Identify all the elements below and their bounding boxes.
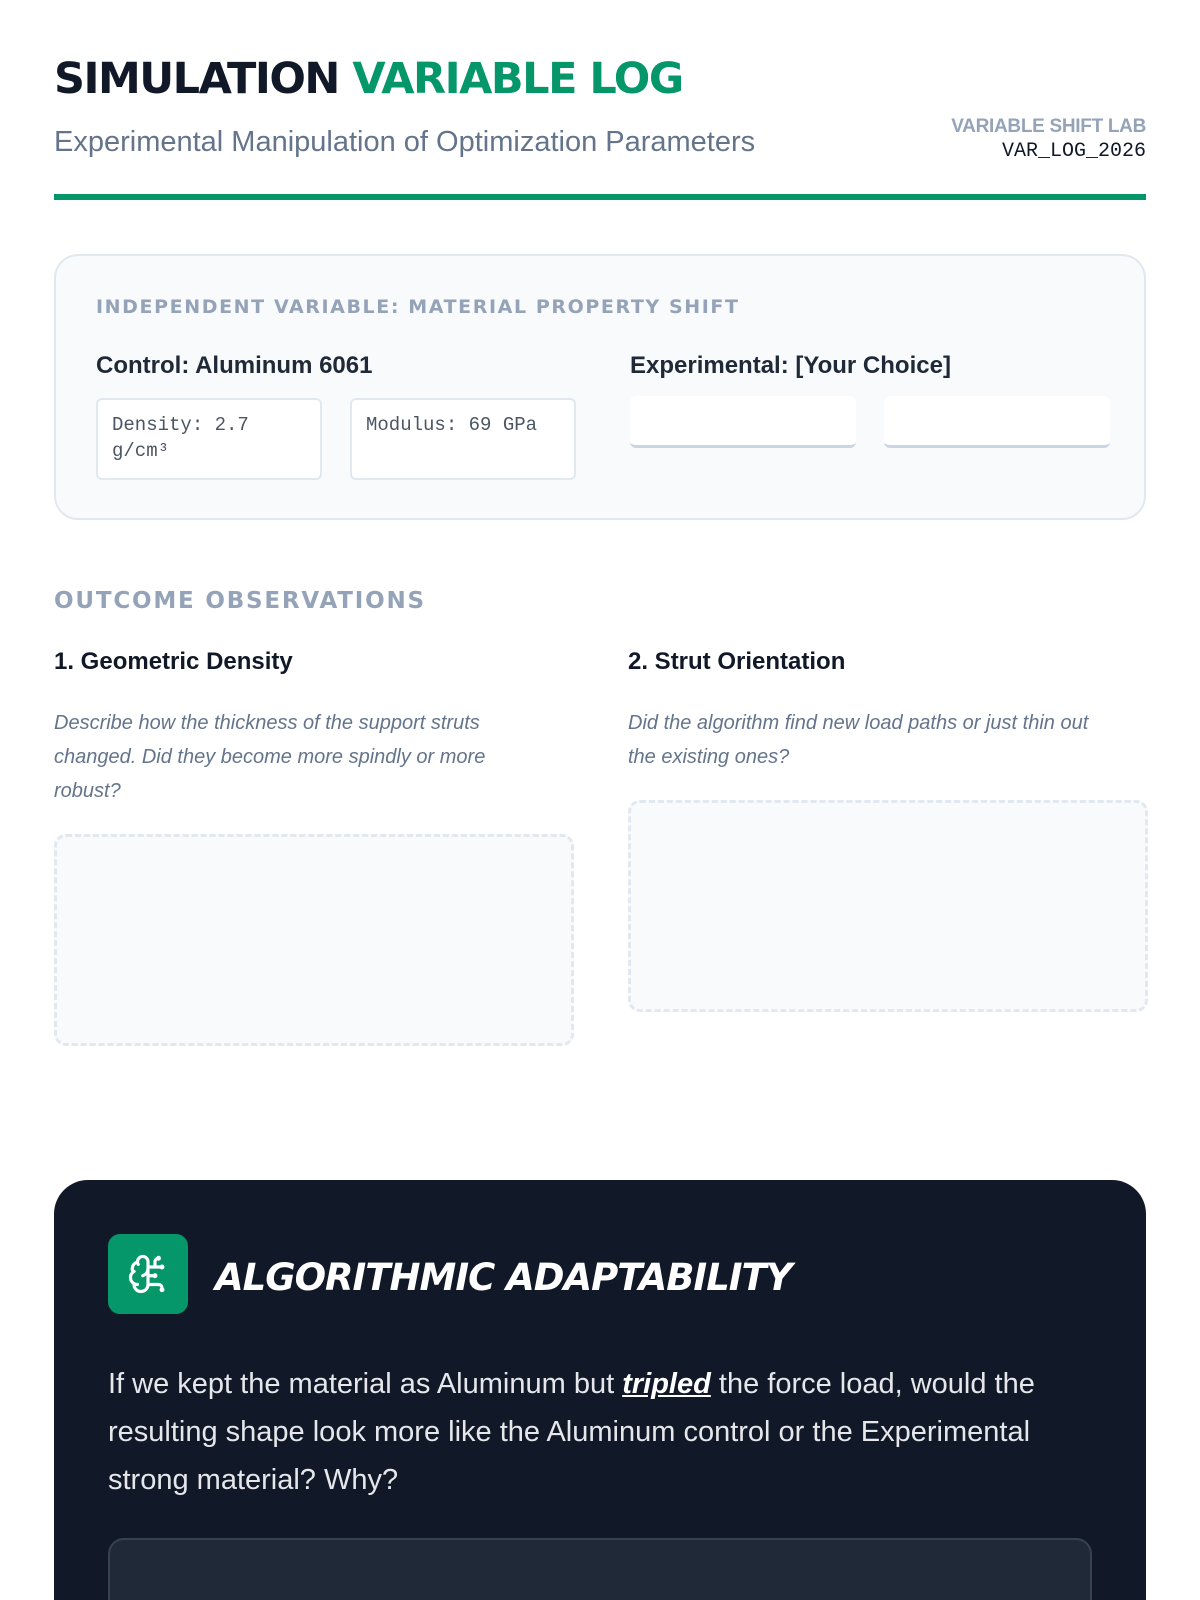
outcome-observations-label: OUTCOME OBSERVATIONS xyxy=(54,588,426,614)
control-density: Density: 2.7 g/cm³ xyxy=(96,398,322,480)
lab-meta xyxy=(951,116,1146,163)
question-title: 1. Geometric Density xyxy=(54,648,293,675)
strut-orientation-answer[interactable] xyxy=(628,800,1148,1012)
question-title: 2. Strut Orientation xyxy=(628,648,846,675)
experimental-density-input[interactable] xyxy=(630,396,856,448)
log-code: VAR_LOG_2026 xyxy=(1001,140,1146,163)
lab-name: VARIABLE SHIFT LAB xyxy=(951,116,1146,137)
independent-variable-label: INDEPENDENT VARIABLE: MATERIAL PROPERTY SHIFT xyxy=(96,296,740,318)
algorithmic-adaptability-prompt xyxy=(108,1360,1092,1504)
question-strut-orientation xyxy=(628,648,1148,774)
question-description: Did the algorithm find new load paths or just thin out the existing ones? xyxy=(628,712,1089,768)
prompt-text-end: the force load, would the resulting shape look more like the Aluminum control or the Experimental strong material? Why? xyxy=(108,1368,1035,1496)
prompt-emphasis: tripled xyxy=(622,1368,711,1400)
control-title: Control: Aluminum 6061 xyxy=(96,352,373,379)
independent-variable-panel xyxy=(54,254,1146,520)
algorithmic-adaptability-title: ALGORITHMIC ADAPTABILITY xyxy=(215,1256,792,1299)
page-title xyxy=(54,54,683,104)
page-header xyxy=(54,50,1146,200)
brain-circuit-icon xyxy=(108,1234,188,1314)
prompt-text-start: If we kept the material as Aluminum but xyxy=(108,1368,615,1400)
question-geometric-density xyxy=(54,648,574,808)
page-subtitle: Experimental Manipulation of Optimization Parameters xyxy=(54,126,756,158)
geometric-density-answer[interactable] xyxy=(54,834,574,1046)
experimental-modulus-input[interactable] xyxy=(884,396,1110,448)
experimental-title: Experimental: [Your Choice] xyxy=(630,352,951,379)
control-modulus: Modulus: 69 GPa xyxy=(350,398,576,480)
title-part-variable-log: VARIABLE LOG xyxy=(352,54,683,104)
question-description: Describe how the thickness of the support struts changed. Did they become more spindly or more robust? xyxy=(54,712,486,802)
algorithmic-adaptability-answer[interactable] xyxy=(108,1538,1092,1600)
algorithmic-adaptability-card xyxy=(54,1180,1146,1600)
title-part-simulation: SIMULATION xyxy=(54,54,339,104)
